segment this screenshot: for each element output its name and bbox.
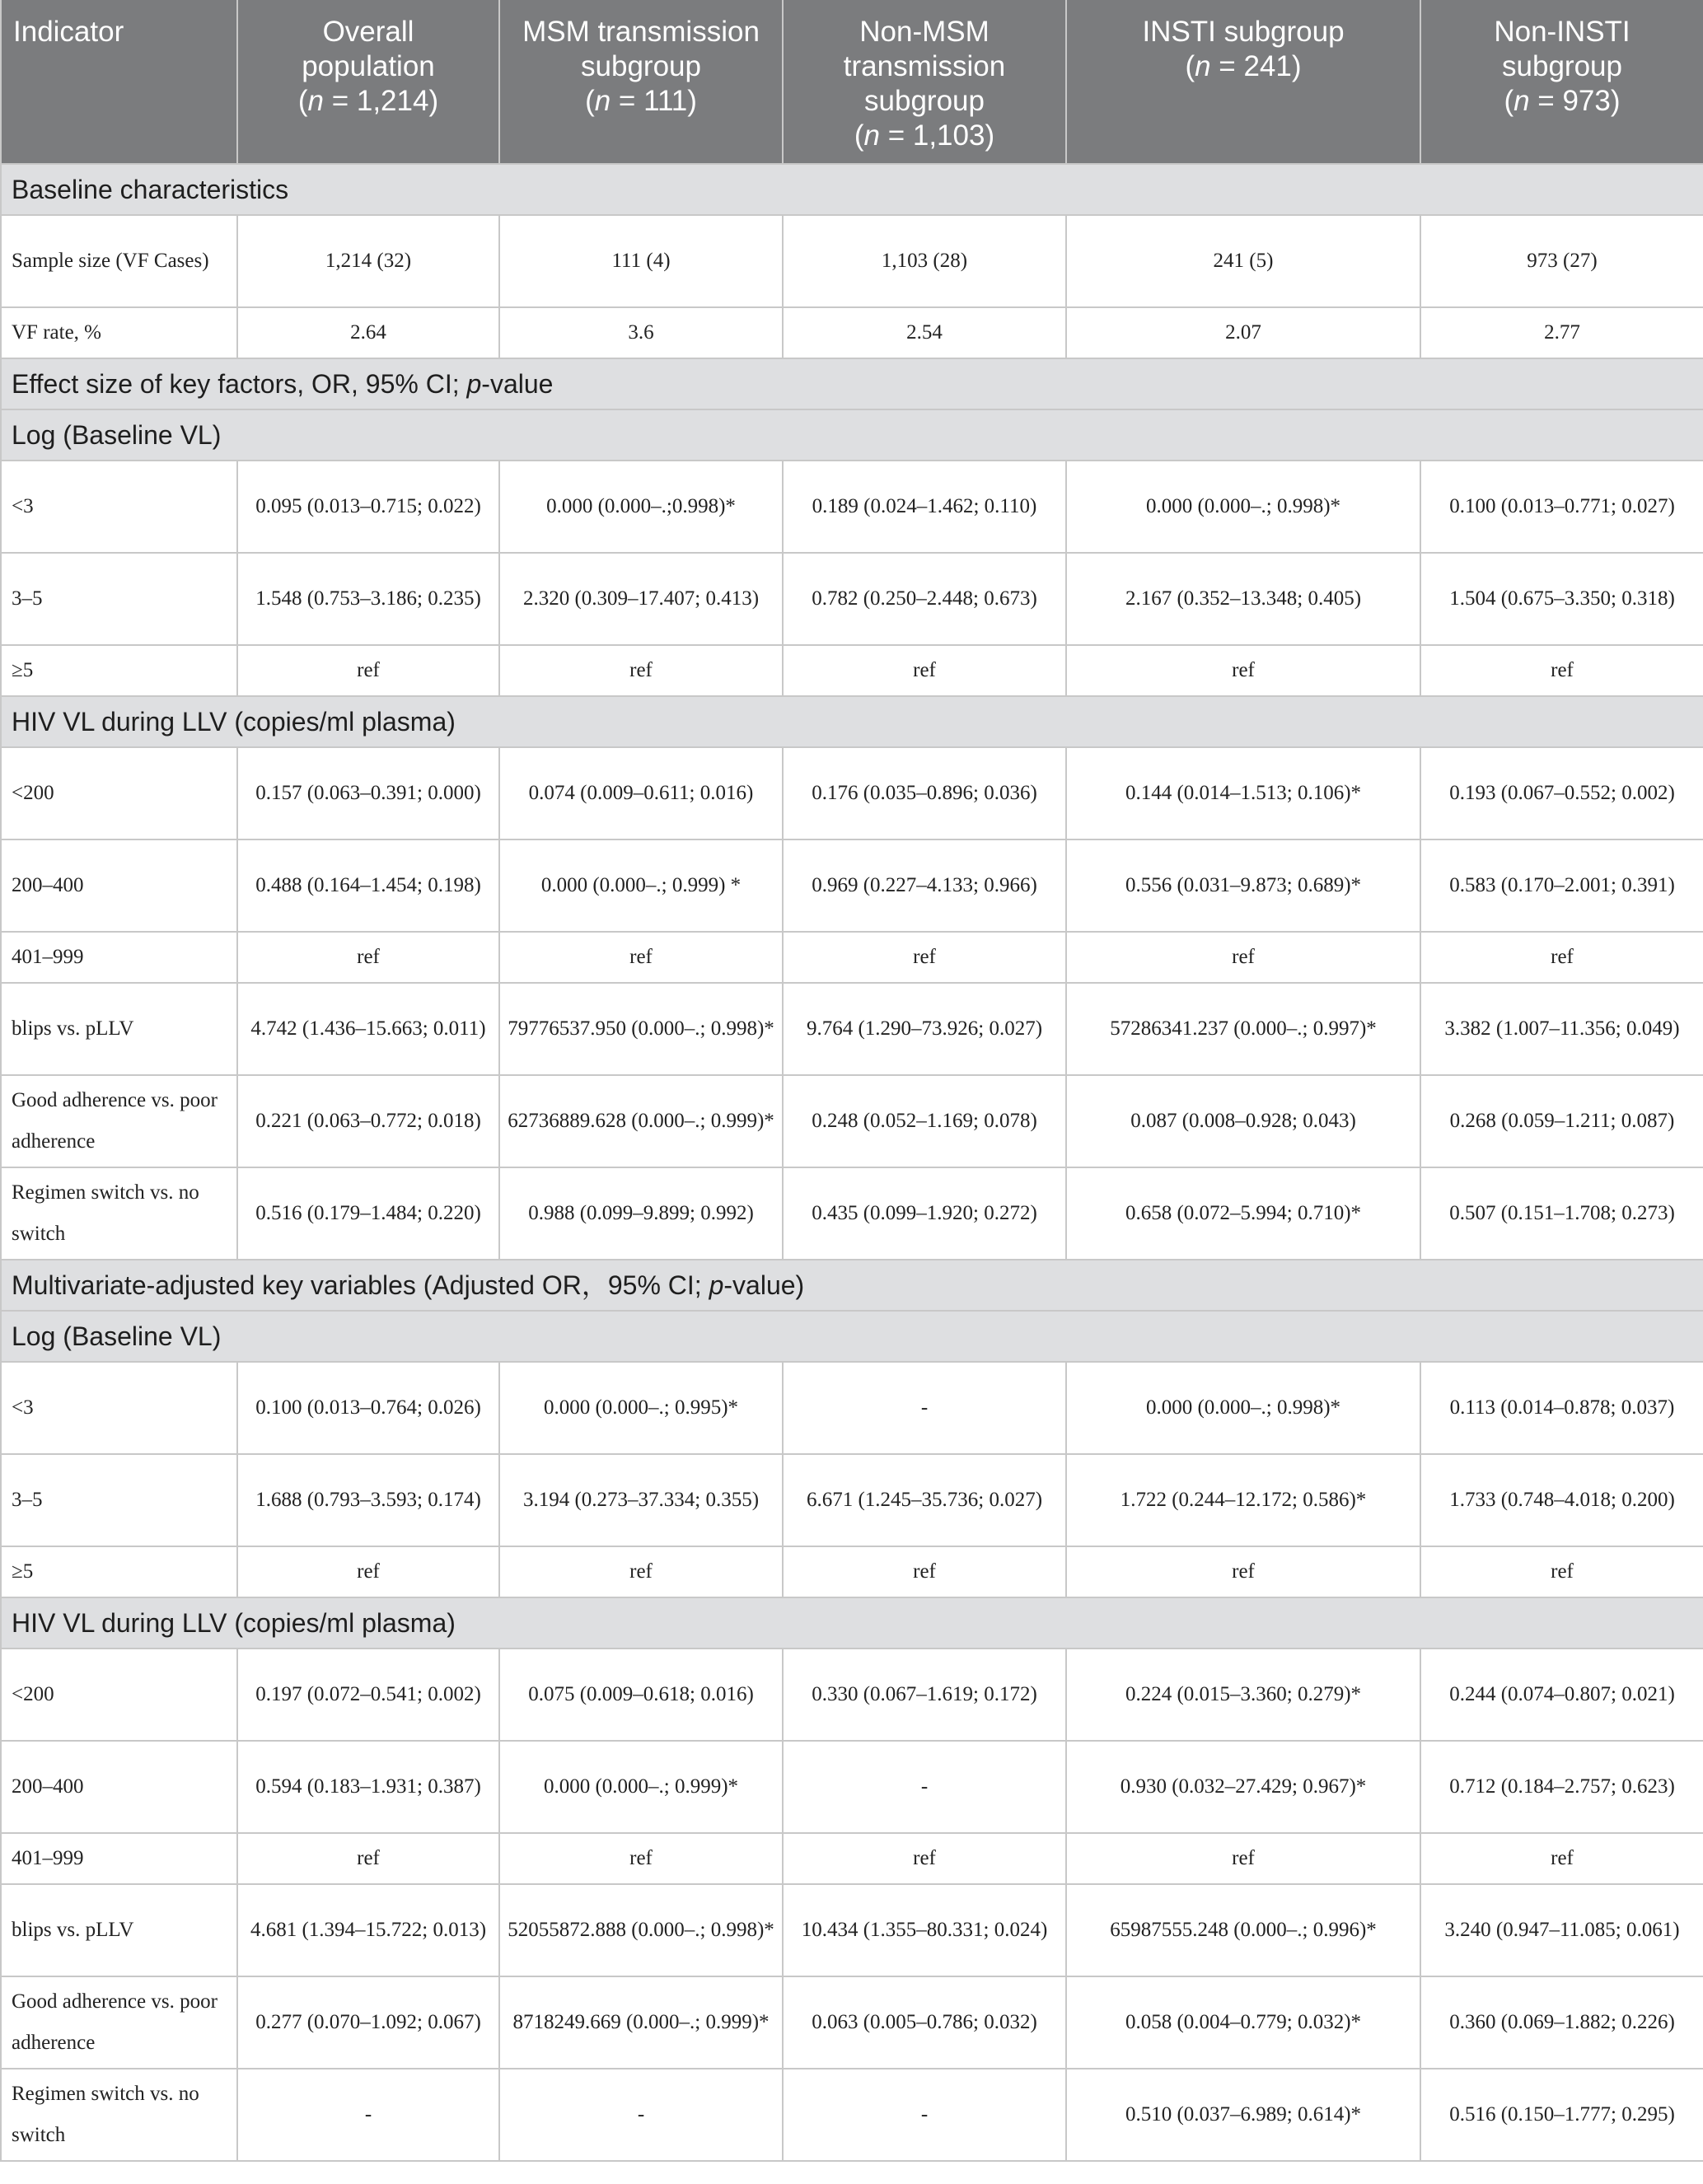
- table-cell: ref: [499, 932, 783, 983]
- table-cell: 1.548 (0.753–3.186; 0.235): [237, 553, 499, 645]
- table-cell: 111 (4): [499, 215, 783, 307]
- section-title: Effect size of key factors, OR, 95% CI; p-value: [1, 358, 1703, 409]
- table-cell: 3.6: [499, 307, 783, 358]
- section-title: Baseline characteristics: [1, 164, 1703, 215]
- table-cell: 0.224 (0.015–3.360; 0.279)*: [1066, 1649, 1420, 1741]
- table-cell: 0.594 (0.183–1.931; 0.387): [237, 1741, 499, 1833]
- table-row: [1, 307, 1703, 358]
- table-cell: 0.000 (0.000–.; 0.998)*: [1066, 1362, 1420, 1454]
- table-cell: -: [499, 2069, 783, 2161]
- table-cell: 0.277 (0.070–1.092; 0.067): [237, 1976, 499, 2069]
- row-label: <200: [1, 747, 237, 839]
- table-cell: 0.075 (0.009–0.618; 0.016): [499, 1649, 783, 1741]
- table-cell: ref: [499, 645, 783, 696]
- table-cell: 2.320 (0.309–17.407; 0.413): [499, 553, 783, 645]
- table-cell: 0.157 (0.063–0.391; 0.000): [237, 747, 499, 839]
- table-cell: 1.688 (0.793–3.593; 0.174): [237, 1454, 499, 1546]
- row-label: <200: [1, 1649, 237, 1741]
- table-cell: 0.583 (0.170–2.001; 0.391): [1420, 839, 1703, 932]
- table-cell: ref: [1420, 1833, 1703, 1884]
- row-label: <3: [1, 461, 237, 553]
- row-label: 200–400: [1, 1741, 237, 1833]
- section-row: [1, 164, 1703, 215]
- table-cell: 0.095 (0.013–0.715; 0.022): [237, 461, 499, 553]
- row-label: <3: [1, 1362, 237, 1454]
- header-row: [1, 0, 1703, 164]
- table-cell: 1,214 (32): [237, 215, 499, 307]
- table-cell: 0.782 (0.250–2.448; 0.673): [783, 553, 1066, 645]
- table-cell: 0.221 (0.063–0.772; 0.018): [237, 1075, 499, 1167]
- table-cell: 0.507 (0.151–1.708; 0.273): [1420, 1167, 1703, 1260]
- table-cell: 0.087 (0.008–0.928; 0.043): [1066, 1075, 1420, 1167]
- table-cell: 1.504 (0.675–3.350; 0.318): [1420, 553, 1703, 645]
- table-cell: 2.54: [783, 307, 1066, 358]
- table-cell: 10.434 (1.355–80.331; 0.024): [783, 1884, 1066, 1976]
- table-cell: ref: [1066, 932, 1420, 983]
- table-cell: 0.510 (0.037–6.989; 0.614)*: [1066, 2069, 1420, 2161]
- table-cell: ref: [237, 1546, 499, 1597]
- table-row: [1, 839, 1703, 932]
- table-cell: ref: [1420, 645, 1703, 696]
- table-cell: 65987555.248 (0.000–.; 0.996)*: [1066, 1884, 1420, 1976]
- table-cell: ref: [237, 1833, 499, 1884]
- row-label: 401–999: [1, 1833, 237, 1884]
- col-header-non-msm: Non-MSM transmission subgroup (n = 1,103): [783, 0, 1066, 164]
- table-cell: ref: [783, 1833, 1066, 1884]
- table-row: [1, 932, 1703, 983]
- table-cell: ref: [1420, 1546, 1703, 1597]
- table-cell: 2.07: [1066, 307, 1420, 358]
- table-row: [1, 983, 1703, 1075]
- table-row: [1, 461, 1703, 553]
- table-cell: 241 (5): [1066, 215, 1420, 307]
- section-title: HIV VL during LLV (copies/ml plasma): [1, 696, 1703, 747]
- table-cell: ref: [783, 1546, 1066, 1597]
- table-cell: 9.764 (1.290–73.926; 0.027): [783, 983, 1066, 1075]
- row-label: 3–5: [1, 553, 237, 645]
- table-cell: 0.100 (0.013–0.764; 0.026): [237, 1362, 499, 1454]
- table-cell: 0.000 (0.000–.; 0.995)*: [499, 1362, 783, 1454]
- table-cell: 0.000 (0.000–.;0.998)*: [499, 461, 783, 553]
- table-cell: 3.382 (1.007–11.356; 0.049): [1420, 983, 1703, 1075]
- table-cell: 0.100 (0.013–0.771; 0.027): [1420, 461, 1703, 553]
- table-cell: 0.360 (0.069–1.882; 0.226): [1420, 1976, 1703, 2069]
- section-row: [1, 1597, 1703, 1649]
- table-cell: 0.058 (0.004–0.779; 0.032)*: [1066, 1976, 1420, 2069]
- table-cell: -: [783, 1741, 1066, 1833]
- table-cell: 0.244 (0.074–0.807; 0.021): [1420, 1649, 1703, 1741]
- table-cell: 0.330 (0.067–1.619; 0.172): [783, 1649, 1066, 1741]
- table-cell: 0.488 (0.164–1.454; 0.198): [237, 839, 499, 932]
- table-cell: 1,103 (28): [783, 215, 1066, 307]
- table-cell: 4.681 (1.394–15.722; 0.013): [237, 1884, 499, 1976]
- row-label: ≥5: [1, 1546, 237, 1597]
- row-label: VF rate, %: [1, 307, 237, 358]
- table-cell: 0.516 (0.179–1.484; 0.220): [237, 1167, 499, 1260]
- table-cell: 0.000 (0.000–.; 0.999) *: [499, 839, 783, 932]
- table-cell: 79776537.950 (0.000–.; 0.998)*: [499, 983, 783, 1075]
- row-label: Sample size (VF Cases): [1, 215, 237, 307]
- section-title: Multivariate-adjusted key variables (Adjusted OR，95% CI; p-value): [1, 1260, 1703, 1311]
- row-label: ≥5: [1, 645, 237, 696]
- table-cell: 0.144 (0.014–1.513; 0.106)*: [1066, 747, 1420, 839]
- table-cell: -: [237, 2069, 499, 2161]
- table-cell: ref: [783, 932, 1066, 983]
- table-cell: ref: [1066, 645, 1420, 696]
- table-row: [1, 1741, 1703, 1833]
- table-cell: 0.189 (0.024–1.462; 0.110): [783, 461, 1066, 553]
- table-cell: 3.240 (0.947–11.085; 0.061): [1420, 1884, 1703, 1976]
- table-cell: 0.248 (0.052–1.169; 0.078): [783, 1075, 1066, 1167]
- table-cell: 0.197 (0.072–0.541; 0.002): [237, 1649, 499, 1741]
- table-row: [1, 1884, 1703, 1976]
- table-row: [1, 1546, 1703, 1597]
- table-cell: 0.988 (0.099–9.899; 0.992): [499, 1167, 783, 1260]
- table-cell: 0.000 (0.000–.; 0.999)*: [499, 1741, 783, 1833]
- table-row: [1, 747, 1703, 839]
- col-header-overall: Overall population (n = 1,214): [237, 0, 499, 164]
- table-cell: 52055872.888 (0.000–.; 0.998)*: [499, 1884, 783, 1976]
- section-row: [1, 696, 1703, 747]
- table-cell: 0.930 (0.032–27.429; 0.967)*: [1066, 1741, 1420, 1833]
- table-row: [1, 1075, 1703, 1167]
- table-cell: 0.435 (0.099–1.920; 0.272): [783, 1167, 1066, 1260]
- table-row: [1, 1362, 1703, 1454]
- table-row: [1, 553, 1703, 645]
- table-cell: ref: [237, 932, 499, 983]
- row-label: 3–5: [1, 1454, 237, 1546]
- table-cell: 1.733 (0.748–4.018; 0.200): [1420, 1454, 1703, 1546]
- table-row: [1, 1454, 1703, 1546]
- row-label: 200–400: [1, 839, 237, 932]
- table-cell: 973 (27): [1420, 215, 1703, 307]
- table-row: [1, 1976, 1703, 2069]
- table-cell: 0.113 (0.014–0.878; 0.037): [1420, 1362, 1703, 1454]
- section-row: [1, 358, 1703, 409]
- table-cell: 3.194 (0.273–37.334; 0.355): [499, 1454, 783, 1546]
- table-cell: 0.176 (0.035–0.896; 0.036): [783, 747, 1066, 839]
- table-cell: 0.658 (0.072–5.994; 0.710)*: [1066, 1167, 1420, 1260]
- table-row: [1, 1833, 1703, 1884]
- table-cell: ref: [783, 645, 1066, 696]
- col-header-non-insti: Non-INSTI subgroup (n = 973): [1420, 0, 1703, 164]
- table-cell: 2.167 (0.352–13.348; 0.405): [1066, 553, 1420, 645]
- row-label: 401–999: [1, 932, 237, 983]
- col-header-insti: INSTI subgroup (n = 241): [1066, 0, 1420, 164]
- table-cell: 57286341.237 (0.000–.; 0.997)*: [1066, 983, 1420, 1075]
- table-cell: 0.074 (0.009–0.611; 0.016): [499, 747, 783, 839]
- table-cell: 4.742 (1.436–15.663; 0.011): [237, 983, 499, 1075]
- section-row: [1, 409, 1703, 461]
- table-cell: ref: [237, 645, 499, 696]
- table-cell: 2.77: [1420, 307, 1703, 358]
- row-label: blips vs. pLLV: [1, 1884, 237, 1976]
- table-row: [1, 1649, 1703, 1741]
- table-cell: 6.671 (1.245–35.736; 0.027): [783, 1454, 1066, 1546]
- table-cell: ref: [1066, 1546, 1420, 1597]
- table-row: [1, 1167, 1703, 1260]
- section-title: Log (Baseline VL): [1, 409, 1703, 461]
- table-cell: 0.000 (0.000–.; 0.998)*: [1066, 461, 1420, 553]
- table-cell: 0.712 (0.184–2.757; 0.623): [1420, 1741, 1703, 1833]
- table-row: [1, 215, 1703, 307]
- row-label: blips vs. pLLV: [1, 983, 237, 1075]
- row-label: Good adherence vs. poor adherence: [1, 1075, 237, 1167]
- table-cell: 0.969 (0.227–4.133; 0.966): [783, 839, 1066, 932]
- section-title: HIV VL during LLV (copies/ml plasma): [1, 1597, 1703, 1649]
- section-row: [1, 1311, 1703, 1362]
- section-title: Log (Baseline VL): [1, 1311, 1703, 1362]
- table-cell: -: [783, 2069, 1066, 2161]
- section-row: [1, 1260, 1703, 1311]
- table-cell: 2.64: [237, 307, 499, 358]
- table-cell: -: [783, 1362, 1066, 1454]
- table-cell: 1.722 (0.244–12.172; 0.586)*: [1066, 1454, 1420, 1546]
- row-label: Regimen switch vs. no switch: [1, 2069, 237, 2161]
- table-cell: ref: [1066, 1833, 1420, 1884]
- table-row: [1, 645, 1703, 696]
- table-cell: ref: [499, 1546, 783, 1597]
- table-row: [1, 2069, 1703, 2161]
- row-label: Good adherence vs. poor adherence: [1, 1976, 237, 2069]
- table-cell: 0.063 (0.005–0.786; 0.032): [783, 1976, 1066, 2069]
- col-header-indicator: Indicator: [1, 0, 237, 164]
- table-cell: 62736889.628 (0.000–.; 0.999)*: [499, 1075, 783, 1167]
- table-cell: 0.556 (0.031–9.873; 0.689)*: [1066, 839, 1420, 932]
- table-cell: 0.516 (0.150–1.777; 0.295): [1420, 2069, 1703, 2161]
- col-header-msm: MSM transmission subgroup (n = 111): [499, 0, 783, 164]
- table-cell: 0.268 (0.059–1.211; 0.087): [1420, 1075, 1703, 1167]
- row-label: Regimen switch vs. no switch: [1, 1167, 237, 1260]
- table-cell: ref: [499, 1833, 783, 1884]
- table-cell: 0.193 (0.067–0.552; 0.002): [1420, 747, 1703, 839]
- table-cell: ref: [1420, 932, 1703, 983]
- table-cell: 8718249.669 (0.000–.; 0.999)*: [499, 1976, 783, 2069]
